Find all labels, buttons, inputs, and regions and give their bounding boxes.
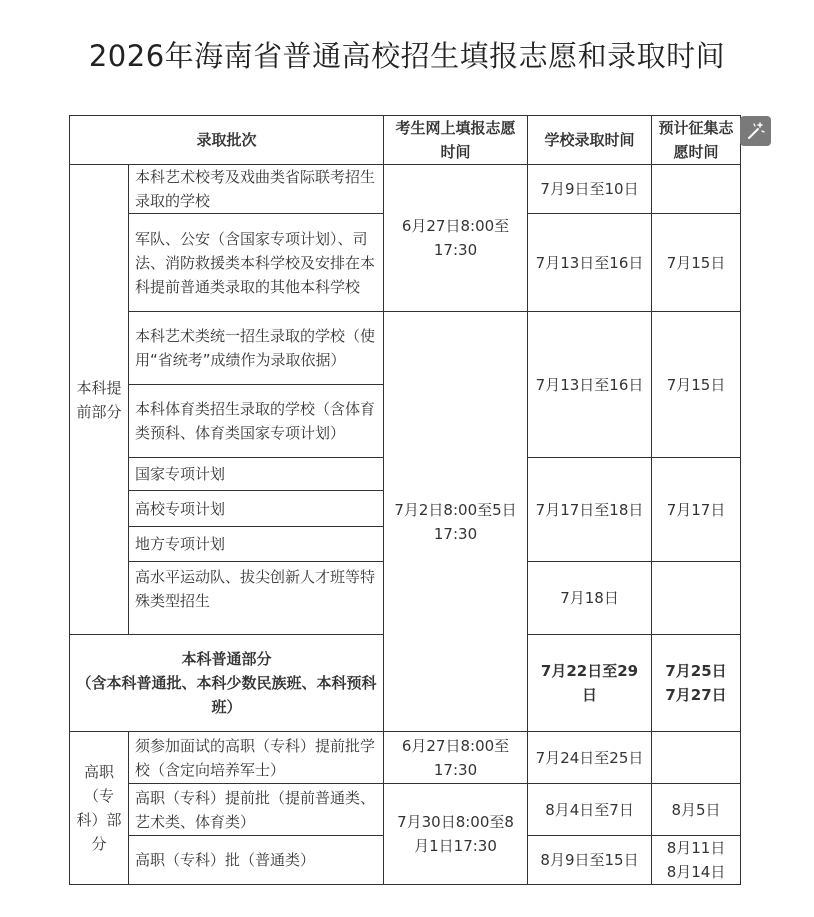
section-label-gaozhi: 高职（专科）部分 <box>70 732 129 885</box>
table-row <box>70 312 741 385</box>
admission-time-cell: 8月4日至7日 <box>528 784 652 836</box>
admission-time-cell: 8月9日至15日 <box>528 836 652 885</box>
online-time-cell: 6月27日8:00至17:30 <box>384 165 528 312</box>
table-row <box>70 165 741 214</box>
batch-name: 高职（专科）批（普通类） <box>129 836 384 885</box>
collect-time-cell <box>652 635 741 732</box>
collect-time-cell-empty <box>652 165 741 214</box>
section-label-benke-putong <box>70 635 384 732</box>
section-label-line1: 本科普通部分 <box>181 650 272 668</box>
batch-name: 军队、公安（含国家专项计划）、司法、消防救援类本科学校及安排在本科提前普通类录取的其他本科学校 <box>129 214 384 312</box>
table-row <box>70 732 741 784</box>
header-collect-time: 预计征集志愿时间 <box>652 116 741 165</box>
collect-time-cell: 8月5日 <box>652 784 741 836</box>
admission-time-cell: 7月22日至29日 <box>528 635 652 732</box>
collect-time-cell: 7月15日 <box>652 214 741 312</box>
collect-time-line2: 7月27日 <box>665 686 727 704</box>
admission-time-cell: 7月13日至16日 <box>528 312 652 458</box>
collect-time-cell-empty <box>652 562 741 635</box>
batch-name: 须参加面试的高职（专科）提前批学校（含定向培养军士） <box>129 732 384 784</box>
collect-time-line1: 7月25日 <box>665 662 727 680</box>
header-online-time: 考生网上填报志愿时间 <box>384 116 528 165</box>
collect-time-cell <box>652 836 741 885</box>
section-label-line2: （含本科普通批、本科少数民族班、本科预科班） <box>76 674 377 716</box>
section-label-benke-tiqian: 本科提前部分 <box>70 165 129 635</box>
schedule-table <box>69 115 741 885</box>
batch-name: 本科艺术校考及戏曲类省际联考招生录取的学校 <box>129 165 384 214</box>
admission-time-cell: 7月9日至10日 <box>528 165 652 214</box>
batch-name: 本科艺术类统一招生录取的学校（使用“省统考”成绩作为录取依据） <box>129 312 384 385</box>
table-row <box>70 784 741 836</box>
collect-time-line1: 8月11日 <box>666 839 726 857</box>
admission-time-cell: 7月13日至16日 <box>528 214 652 312</box>
batch-name: 高职（专科）提前批（提前普通类、艺术类、体育类） <box>129 784 384 836</box>
batch-name: 本科体育类招生录取的学校（含体育类预科、体育类国家专项计划） <box>129 385 384 458</box>
batch-name: 地方专项计划 <box>129 527 384 562</box>
batch-name: 高水平运动队、拔尖创新人才班等特殊类型招生 <box>129 562 384 635</box>
online-time-cell: 7月30日8:00至8月1日17:30 <box>384 784 528 885</box>
header-admission-time: 学校录取时间 <box>528 116 652 165</box>
collect-time-cell: 7月15日 <box>652 312 741 458</box>
batch-name: 国家专项计划 <box>129 458 384 491</box>
admission-time-cell: 7月24日至25日 <box>528 732 652 784</box>
admission-time-cell: 7月18日 <box>528 562 652 635</box>
magic-wand-button[interactable] <box>740 116 771 146</box>
collect-time-line2: 8月14日 <box>666 863 726 881</box>
collect-time-cell: 7月17日 <box>652 458 741 562</box>
admission-time-cell: 7月17日至18日 <box>528 458 652 562</box>
collect-time-cell-empty <box>652 732 741 784</box>
header-row <box>70 116 741 165</box>
header-batch: 录取批次 <box>70 116 384 165</box>
page-title: 2026年海南省普通高校招生填报志愿和录取时间 <box>88 39 726 73</box>
online-time-cell: 7月2日8:00至5日17:30 <box>384 312 528 732</box>
online-time-cell: 6月27日8:00至17:30 <box>384 732 528 784</box>
magic-wand-icon <box>745 121 766 141</box>
batch-name: 高校专项计划 <box>129 491 384 527</box>
